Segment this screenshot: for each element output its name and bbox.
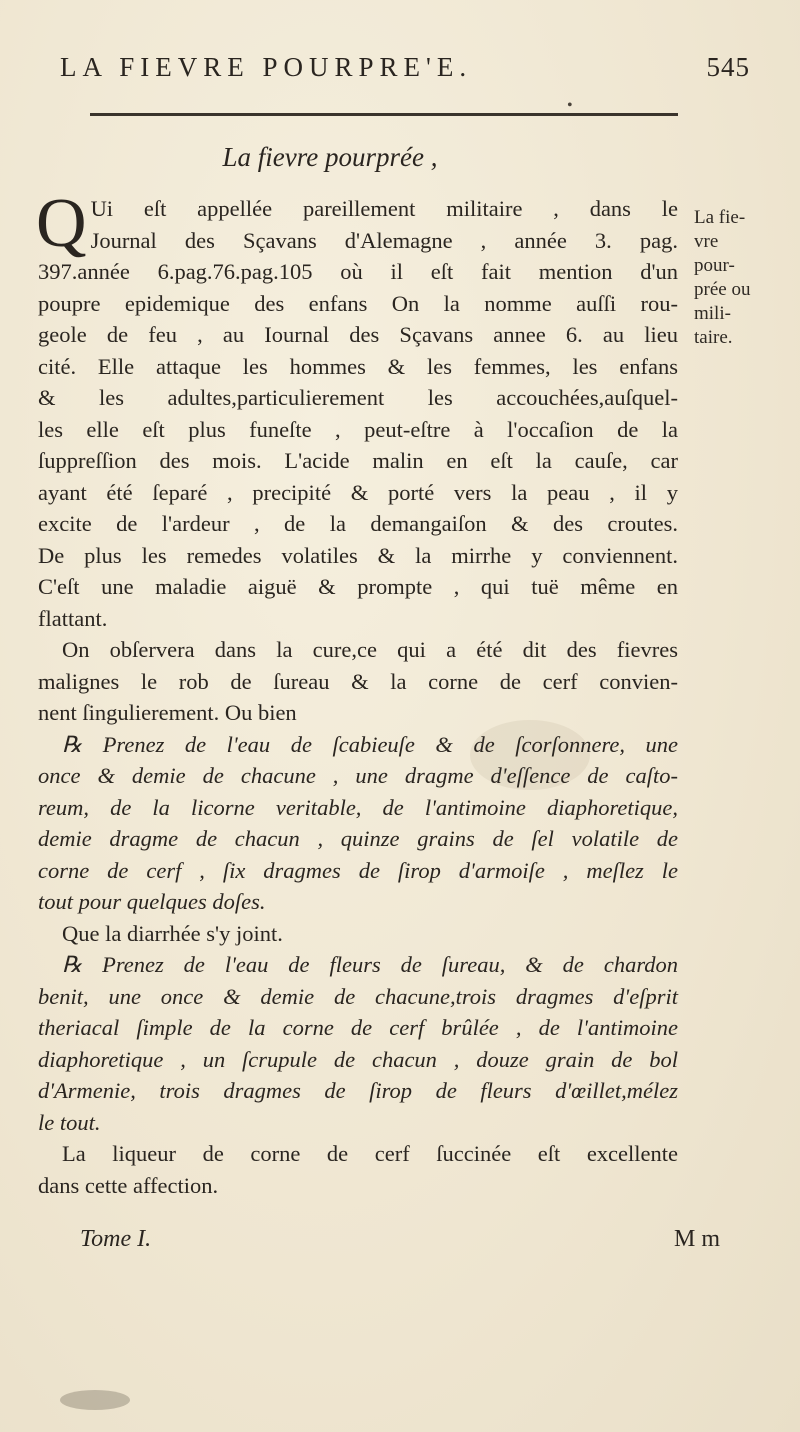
page-number: 545: [706, 52, 750, 82]
recipe-1: [38, 729, 678, 918]
text-line: On obſervera dans la cure,ce qui a été dit des fievres: [62, 637, 678, 662]
ornament-dot: •: [567, 97, 573, 114]
text-line: dans cette affection.: [38, 1172, 219, 1198]
text-line: geole de feu , au Iournal des Sçavans annee 6. au lieu: [38, 322, 678, 347]
text-line: theriacal ſimple de la corne de cerf brûlée , de l'antimoine: [38, 1015, 678, 1040]
text-line: les elle eſt plus funeſte , peut-eſtre à l'occaſion de la: [38, 416, 678, 442]
margin-note-line: pour-: [694, 255, 735, 276]
running-head-title: LA FIEVRE POURPRE'E.: [60, 52, 473, 82]
recipe-2: [38, 949, 678, 1138]
text-line: De plus les remedes volatiles & la mirrhe y conviennent.: [38, 542, 678, 568]
paragraph-1: [36, 185, 678, 634]
text-line: nent ſingulierement. Ou bien: [38, 700, 297, 725]
text-line: corne de cerf , ſix dragmes de ſirop d'armoiſe , meſlez le: [38, 857, 678, 883]
text-line: La liqueur de corne de cerf ſuccinée eſt excellente: [62, 1141, 678, 1166]
header-rule: [90, 113, 678, 116]
text-line: Journal des Sçavans d'Alemagne , année 3. pag.: [90, 227, 678, 253]
margin-note: [694, 206, 800, 350]
text-line: excite de l'ardeur , de la demangaiſon & des croutes.: [38, 511, 678, 536]
text-line: reum, de la licorne veritable, de l'antimoine diaphoretique,: [38, 794, 678, 820]
text-line: flattant.: [38, 605, 108, 631]
margin-note-line: vre: [694, 231, 719, 252]
margin-note-line: prée ou: [694, 279, 751, 300]
text-line: ℞ Prenez de l'eau de fleurs de ſureau, & de chardon: [62, 952, 678, 977]
paper-stain: [60, 1390, 130, 1410]
drop-cap: Q: [36, 185, 87, 262]
text-line: le tout.: [38, 1109, 101, 1135]
text-line: tout pour quelques doſes.: [38, 889, 266, 914]
section-title: La fievre pourprée ,: [222, 142, 438, 172]
text-line: ſuppreſſion des mois. L'acide malin en eſt la cauſe, car: [38, 448, 678, 473]
page-footer: [80, 1226, 720, 1266]
text-line: diaphoretique , un ſcrupule de chacun , douze grain de bol: [38, 1046, 678, 1072]
text-line: poupre epidemique des enfans On la nomme auſſi rou-: [38, 290, 678, 316]
text-line: once & demie de chacune , une dragme d'eſſence de caſto-: [38, 763, 678, 788]
text-line: C'eſt une maladie aiguë & prompte , qui tuë même en: [38, 574, 678, 599]
text-line: d'Armenie, trois dragmes de ſirop de fleurs d'œillet,mélez: [38, 1078, 678, 1103]
margin-note-line: mili-: [694, 303, 731, 324]
text-line: Que la diarrhée s'y joint.: [62, 920, 283, 946]
margin-note-line: La fie-: [694, 207, 746, 228]
margin-note-line: taire.: [694, 327, 733, 348]
main-text: [36, 185, 678, 1201]
text-line: 397.année 6.pag.76.pag.105 où il eſt fait mention d'un: [38, 259, 678, 284]
volume-label: Tome I.: [80, 1226, 152, 1252]
text-line: ayant été ſeparé , precipité & porté vers la peau , il y: [38, 479, 678, 505]
paragraph-2: [38, 634, 678, 729]
text-line: demie dragme de chacun , quinze grains de ſel volatile de: [38, 826, 678, 851]
text-line: & les adultes,particulierement les accouchées,auſquel-: [38, 385, 678, 410]
paragraph-3: [38, 1138, 678, 1201]
text-line: ℞ Prenez de l'eau de ſcabieuſe & de ſcorſonnere, une: [62, 731, 678, 757]
signature-mark: M m: [673, 1226, 720, 1252]
text-line: malignes le rob de ſureau & la corne de cerf convien-: [38, 668, 678, 694]
text-line: cité. Elle attaque les hommes & les femmes, les enfans: [38, 353, 678, 379]
running-head: [60, 52, 750, 92]
paragraph-diarrhee: [38, 918, 678, 950]
text-line: benit, une once & demie de chacune,trois dragmes d'eſprit: [38, 983, 678, 1009]
text-line: Ui eſt appellée pareillement militaire , dans le: [90, 196, 678, 221]
